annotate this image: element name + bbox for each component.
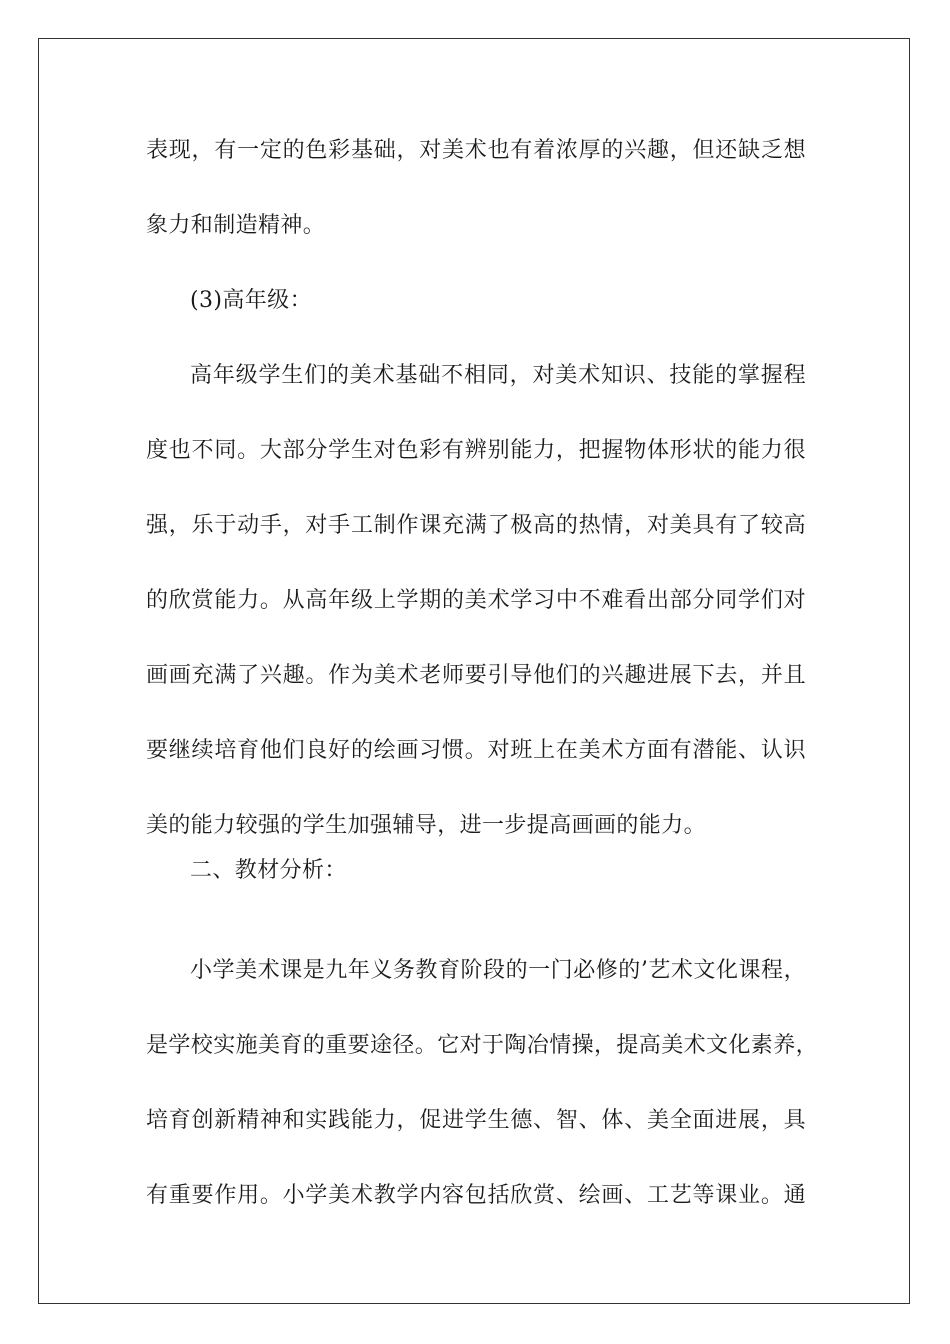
body-line-9: 要继续培育他们良好的绘画习惯。对班上在美术方面有潜能、认识 xyxy=(146,738,806,763)
body-line-7: 的欣赏能力。从高年级上学期的美术学习中不难看出部分同学们对 xyxy=(146,588,806,613)
subheading-senior-grade: (3)高年级： xyxy=(190,288,312,313)
body-line-5: 度也不同。大部分学生对色彩有辨别能力，把握物体形状的能力很 xyxy=(146,438,806,463)
body-line-2: 象力和制造精神。 xyxy=(146,213,326,238)
body-line-14: 培育创新精神和实践能力，促进学生德、智、体、美全面进展，具 xyxy=(146,1108,806,1133)
body-line-1: 表现，有一定的色彩基础，对美术也有着浓厚的兴趣，但还缺乏想 xyxy=(146,138,806,163)
body-line-4: 高年级学生们的美术基础不相同，对美术知识、技能的掌握程 xyxy=(190,363,806,388)
body-line-10: 美的能力较强的学生加强辅导，进一步提高画画的能力。 xyxy=(146,813,707,838)
body-line-13: 是学校实施美育的重要途径。它对于陶冶情操，提高美术文化素养， xyxy=(146,1033,819,1058)
body-line-6: 强，乐于动手，对手工制作课充满了极高的热情，对美具有了较高 xyxy=(146,513,806,538)
section-heading-textbook-analysis: 二、教材分析： xyxy=(190,858,347,883)
body-line-12: 小学美术课是九年义务教育阶段的一门必修的’艺术文化课程， xyxy=(190,958,806,983)
body-line-15: 有重要作用。小学美术教学内容包括欣赏、绘画、工艺等课业。通 xyxy=(146,1183,806,1208)
body-line-8: 画画充满了兴趣。作为美术老师要引导他们的兴趣进展下去，并且 xyxy=(146,663,806,688)
